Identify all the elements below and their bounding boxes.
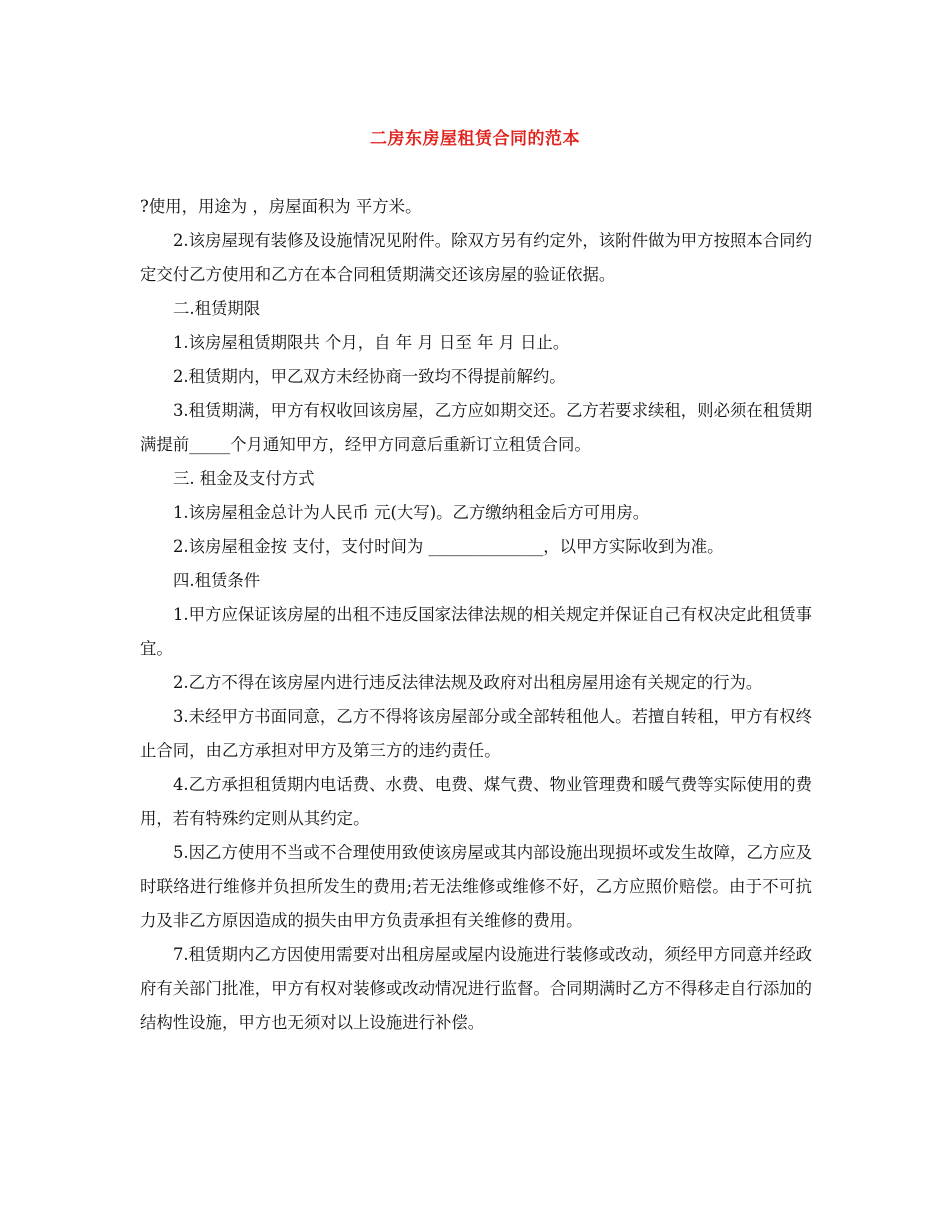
section-heading: 四.租赁条件 — [173, 571, 261, 590]
paragraph: 1.甲方应保证该房屋的出租不违反国家法律法规的相关规定并保证自己有权决定此租赁事宜。 — [140, 605, 812, 658]
section-heading: 二.租赁期限 — [173, 299, 261, 318]
document-title: 二房东房屋租赁合同的范本 — [370, 129, 580, 149]
paragraph: 4.乙方承担租赁期内电话费、水费、电费、煤气费、物业管理费和暖气费等实际使用的费用，若有特殊约定则从其约定。 — [140, 775, 812, 828]
paragraph: 2.该房屋现有装修及设施情况见附件。除双方另有约定外，该附件做为甲方按照本合同约定交付乙方使用和乙方在本合同租赁期满交还该房屋的验证依据。 — [140, 231, 812, 284]
paragraph: 2.该房屋租金按 支付，支付时间为 ______________，以甲方实际收到为准。 — [173, 537, 724, 556]
paragraph: 3.未经甲方书面同意，乙方不得将该房屋部分或全部转租他人。若擅自转租，甲方有权终止合同，由乙方承担对甲方及第三方的违约责任。 — [140, 707, 812, 760]
document-body — [140, 190, 812, 1040]
paragraph: 7.租赁期内乙方因使用需要对出租房屋或屋内设施进行装修或改动，须经甲方同意并经政府有关部门批准，甲方有权对装修或改动情况进行监督。合同期满时乙方不得移走自行添加的结构性设施，甲方也无须对以上设施进行补偿。 — [140, 945, 813, 1032]
section-heading: 三. 租金及支付方式 — [173, 469, 315, 488]
paragraph: 5.因乙方使用不当或不合理使用致使该房屋或其内部设施出现损坏或发生故障，乙方应及时联络进行维修并负担所发生的费用;若无法维修或维修不好，乙方应照价赔偿。由于不可抗力及非乙方原因造成的损失由甲方负责承担有关维修的费用。 — [140, 843, 812, 930]
paragraph: 2.乙方不得在该房屋内进行违反法律法规及政府对出租房屋用途有关规定的行为。 — [173, 673, 763, 692]
paragraph: 1.该房屋租赁期限共 个月，自 年 月 日至 年 月 日止。 — [173, 333, 570, 352]
paragraph: 2.租赁期内，甲乙双方未经协商一致均不得提前解约。 — [173, 367, 566, 386]
paragraph: 3.租赁期满，甲方有权收回该房屋，乙方应如期交还。乙方若要求续租，则必须在租赁期满提前_____个月通知甲方，经甲方同意后重新订立租赁合同。 — [140, 401, 812, 454]
paragraph: 1.该房屋租金总计为人民币 元(大写)。乙方缴纳租金后方可用房。 — [173, 503, 650, 522]
paragraph: ?使用，用途为 ，房屋面积为 平方米。 — [140, 197, 422, 216]
